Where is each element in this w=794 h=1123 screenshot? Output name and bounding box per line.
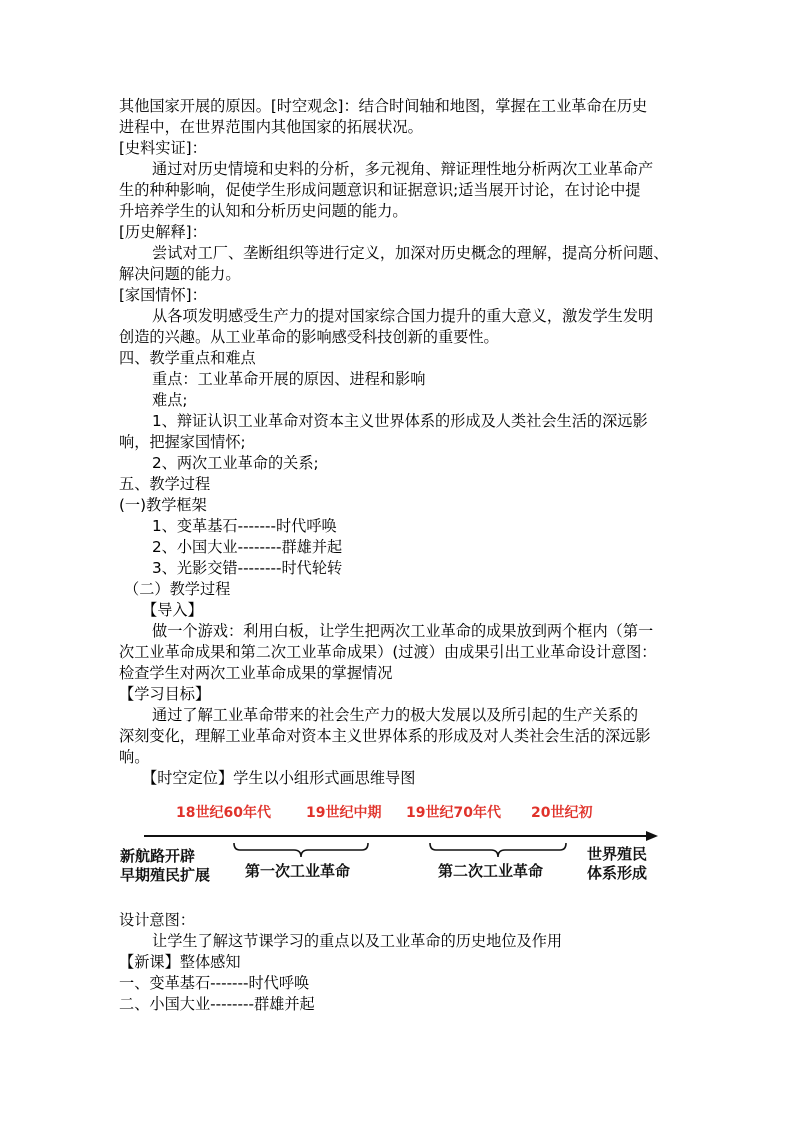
left-label: 新航路开辟 — [120, 847, 196, 865]
period-label: 19世纪中期 — [306, 805, 382, 821]
section-label: [史料实证]： — [119, 139, 207, 157]
first-revolution-label: 第一次工业革命 — [245, 862, 351, 880]
text-line: 尝试对工厂、垄断组织等进行定义，加深对历史概念的理解，提高分析问题、 — [152, 244, 669, 262]
text-line: 2、两次工业革命的关系; — [152, 454, 319, 472]
section-label: 设计意图： — [119, 911, 195, 929]
period-label: 20世纪初 — [531, 805, 593, 821]
text-line: 1、辩证认识工业革命对资本主义世界体系的形成及人类社会生活的深远影 — [152, 412, 648, 430]
list-item: 一、变革基石-------时代呼唤 — [119, 974, 310, 992]
text-line: 进程中，在世界范围内其他国家的拓展状况。 — [119, 118, 423, 136]
second-revolution-brace — [430, 843, 566, 857]
first-revolution-brace — [234, 843, 368, 857]
period-label: 18世纪60年代 — [176, 805, 271, 821]
timeline-arrowhead — [646, 831, 658, 841]
text-line: 从各项发明感受生产力的提对国家综合国力提升的重大意义，激发学生发明 — [152, 307, 654, 325]
text-line: 其他国家开展的原因。[时空观念]：结合时间轴和地图，掌握在工业革命在历史 — [119, 97, 648, 115]
left-label: 早期殖民扩展 — [120, 866, 211, 884]
text-line: 响，把握家国情怀; — [119, 433, 246, 451]
section-label: 【导入】 — [142, 601, 203, 619]
second-revolution-label: 第二次工业革命 — [438, 862, 544, 880]
text-line: 检查学生对两次工业革命成果的掌握情况 — [119, 664, 393, 682]
text-line: 升培养学生的认知和分析历史问题的能力。 — [119, 202, 408, 220]
subsection-heading: (一)教学框架 — [119, 496, 207, 514]
subsection-heading: （二）教学过程 — [124, 580, 231, 598]
text-line: 让学生了解这节课学习的重点以及工业革命的历史地位及作用 — [152, 932, 563, 950]
section-heading: 五、教学过程 — [119, 475, 211, 493]
list-item: 二、小国大业--------群雄并起 — [119, 995, 315, 1013]
text-line: 深刻变化，理解工业革命对资本主义世界体系的形成及对人类社会生活的深远影 — [119, 727, 651, 745]
list-item: 3、光影交错--------时代轮转 — [152, 559, 343, 577]
section-label: 【时空定位】学生以小组形式画思维导图 — [142, 769, 416, 787]
text-line: 通过对历史情境和史料的分析，多元视角、辩证理性地分析两次工业革命产 — [152, 160, 654, 178]
text-line: 次工业革命成果和第二次工业革命成果）(过渡）由成果引出工业革命设计意图： — [119, 643, 657, 661]
right-label: 体系形成 — [587, 864, 648, 882]
text-line: 做一个游戏：利用白板，让学生把两次工业革命的成果放到两个框内（第一 — [152, 622, 654, 640]
right-label: 世界殖民 — [587, 845, 648, 863]
section-heading: 四、教学重点和难点 — [119, 349, 256, 367]
section-label: [历史解释]： — [119, 223, 207, 241]
list-item: 1、变革基石-------时代呼唤 — [152, 517, 337, 535]
text-line: 生的种种影响，促使学生形成问题意识和证据意识;适当展开讨论，在讨论中提 — [119, 181, 641, 199]
list-item: 2、小国大业--------群雄并起 — [152, 538, 343, 556]
text-line: 通过了解工业革命带来的社会生产力的极大发展以及所引起的生产关系的 — [152, 706, 638, 724]
text-line: 重点：工业革命开展的原因、进程和影响 — [152, 370, 426, 388]
text-line: 难点; — [152, 391, 188, 409]
section-label: 【新课】整体感知 — [119, 953, 241, 971]
timeline-diagram — [116, 795, 661, 895]
section-label: 【学习目标】 — [119, 685, 211, 703]
text-line: 解决问题的能力。 — [119, 265, 241, 283]
text-line: 响。 — [119, 748, 150, 766]
text-line: 创造的兴趣。从工业革命的影响感受科技创新的重要性。 — [119, 328, 499, 346]
period-label: 19世纪70年代 — [406, 805, 501, 821]
section-label: [家国情怀]： — [119, 286, 207, 304]
